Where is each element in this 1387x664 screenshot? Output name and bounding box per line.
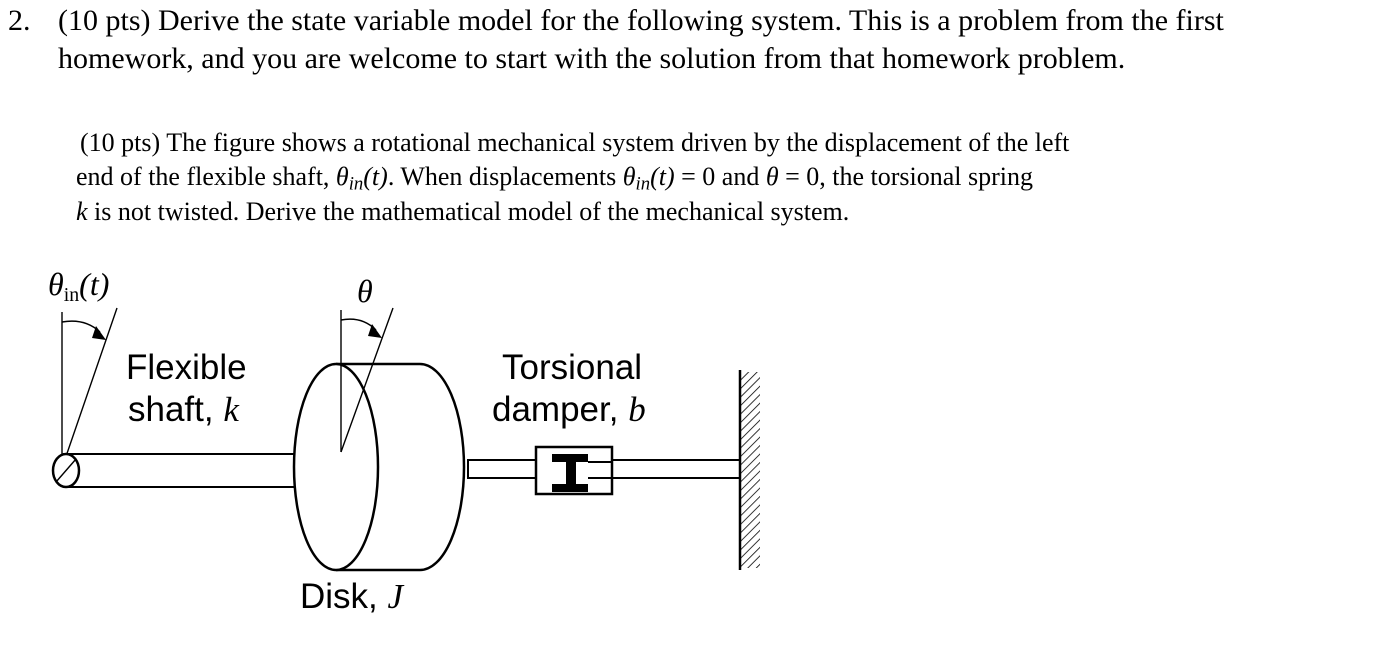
math-sub-in: in [635,173,651,195]
question-text-line2: homework, and you are welcome to start with the solution from that homework problem. [58,42,1126,75]
math-theta: θ [335,162,349,191]
disk-label-text: Disk, [300,577,388,616]
math-theta: θ [622,162,636,191]
math-sub-in: in [348,173,364,195]
theta-in-argument: (t) [79,266,110,302]
math-theta: θ [765,162,779,191]
fixed-wall [740,370,760,570]
subproblem-line2-a: end of the flexible shaft, [76,162,336,191]
damper-label-text: damper, [492,390,629,429]
shaft-label-line1: Flexible [126,348,247,387]
subproblem-line2-b: . When displacements [387,162,623,191]
subproblem-line2-d: = 0, the torsional spring [778,162,1034,191]
damper-variable: b [628,390,646,429]
torsional-damper [468,447,740,494]
theta-label: θ [357,273,373,309]
math-k: k [76,197,88,226]
theta-in-label [48,263,109,316]
flexible-shaft [53,454,332,487]
question-number: 2. [8,4,31,37]
damper-label-line1: Torsional [502,348,643,387]
subproblem-line1: (10 pts) The figure shows a rotational mechanical system driven by the displacement of the left [80,128,1070,157]
question-text-line1: (10 pts) Derive the state variable model for the following system. This is a problem from the first [58,4,1224,37]
math-t: (t) [363,162,388,191]
shaft-variable: k [223,390,239,429]
math-t: (t) [650,162,675,191]
disk-label [300,576,403,618]
theta-in-symbol: θ [48,266,64,302]
disk [294,364,464,570]
damper-label-line2 [492,389,646,431]
subproblem-line3-text: is not twisted. Derive the mathematical model of the mechanical system. [87,197,850,226]
subproblem-line2-c: = 0 and [674,162,766,191]
theta-in-indicator [62,308,117,468]
shaft-label-line2 [128,389,239,431]
theta-in-subscript: in [63,283,80,306]
disk-variable: J [387,577,404,616]
shaft-label-text: shaft, [128,390,224,429]
